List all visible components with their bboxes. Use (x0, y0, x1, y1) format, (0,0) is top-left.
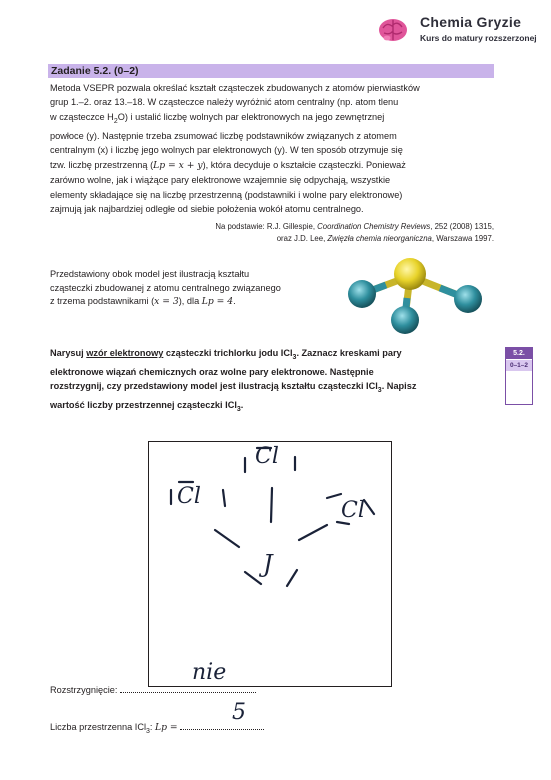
decision-answer-line: Rozstrzygnięcie: (50, 682, 256, 695)
intro-line: w cząsteczce $H_2O$) i ustalić liczbę wolnych par elektronowych na jego zewnętrznej (50, 111, 385, 125)
score-box (505, 347, 533, 405)
intro-line: zarówno wolne, jak i wiążące pary elektronowe wzajemnie się odpychają, wszystkie (50, 175, 391, 186)
task-number-badge: 5.2. (506, 348, 532, 359)
brand-name: Chemia Gryzie (420, 14, 522, 30)
drawing-label-cl-top: Cl (255, 444, 279, 469)
model-description: Przedstawiony obok model jest ilustracją kształtu cząsteczki zbudowanej z atomu centralnego związanego z trzema podstawnikami (x = 3), dla Lp = 4. (50, 269, 281, 307)
intro-line: powłoce (y). Następnie trzeba zsumować liczbę podstawników związanych z atomem (50, 131, 397, 142)
lp-answer-line: Liczba przestrzenna ICl$_3$: Lp = (50, 719, 264, 735)
source-citation: Na podstawie: R.J. Gillespie, Coordination Chemistry Reviews, 252 (2008) 1315, oraz J.D. Lee, Zwięzła chemia nieorganiczna, Warszawa 1997. (215, 222, 494, 243)
brand-tagline: Kurs do matury rozszerzonej (420, 33, 537, 43)
formula-lp: Lp = x + y (153, 159, 203, 171)
decision-answer-field[interactable] (120, 682, 256, 693)
lp-answer-field[interactable] (180, 719, 264, 730)
intro-paragraph (50, 81, 500, 216)
drawing-label-j-center: J (263, 550, 273, 578)
intro-line: zajmują jak najbardziej odległe od siebie położenia wokół atomu centralnego. (50, 204, 364, 215)
drawing-label-cl-left: Cl (177, 484, 201, 509)
brain-logo-icon (377, 14, 409, 46)
intro-line: elementy składające się na liczbę przestrzenną (podstawniki i wolne pary elektronowe) (50, 189, 403, 200)
answer-drawing-box[interactable] (148, 441, 392, 687)
intro-line: tzw. liczbę przestrzenną (Lp = x + y), która decyduje o kształcie cząsteczki. Ponieważ (50, 159, 406, 171)
drawing-label-cl-right: Cl (341, 498, 365, 523)
intro-line: Metoda VSEPR pozwala określać kształt cząsteczek zbudowanych z atomów pierwiastków (50, 83, 420, 93)
intro-line: centralnym (x) i liczbę jego wolnych par elektronowych (y). W ten sposób otrzymuje się (50, 145, 403, 156)
intro-line: grup 1.–2. oraz 13.–18. W cząsteczce należy wyróżnić atom centralny (np. atom tlenu (50, 97, 399, 108)
molecule-model-image (338, 236, 498, 356)
task-instructions: Narysuj wzór elektronowy cząsteczki trichlorku jodu ICl$_3$. Zaznacz kreskami pary elektronowe wiązań chemicznych oraz wolne pary elektronowe. Następnie rozstrzygnij, czy przedstawiony model jest ilustracją kształtu cząsteczki ICl$_3$. Napisz wartość liczby przestrzennej cząsteczki ICl$_3$. (50, 348, 417, 414)
task-title: Zadanie 5.2. (0–2) (51, 65, 139, 77)
decision-handwritten-answer: nie (192, 660, 227, 685)
lp-handwritten-answer: 5 (232, 700, 246, 725)
score-scale: 0–1–2 (506, 360, 532, 371)
